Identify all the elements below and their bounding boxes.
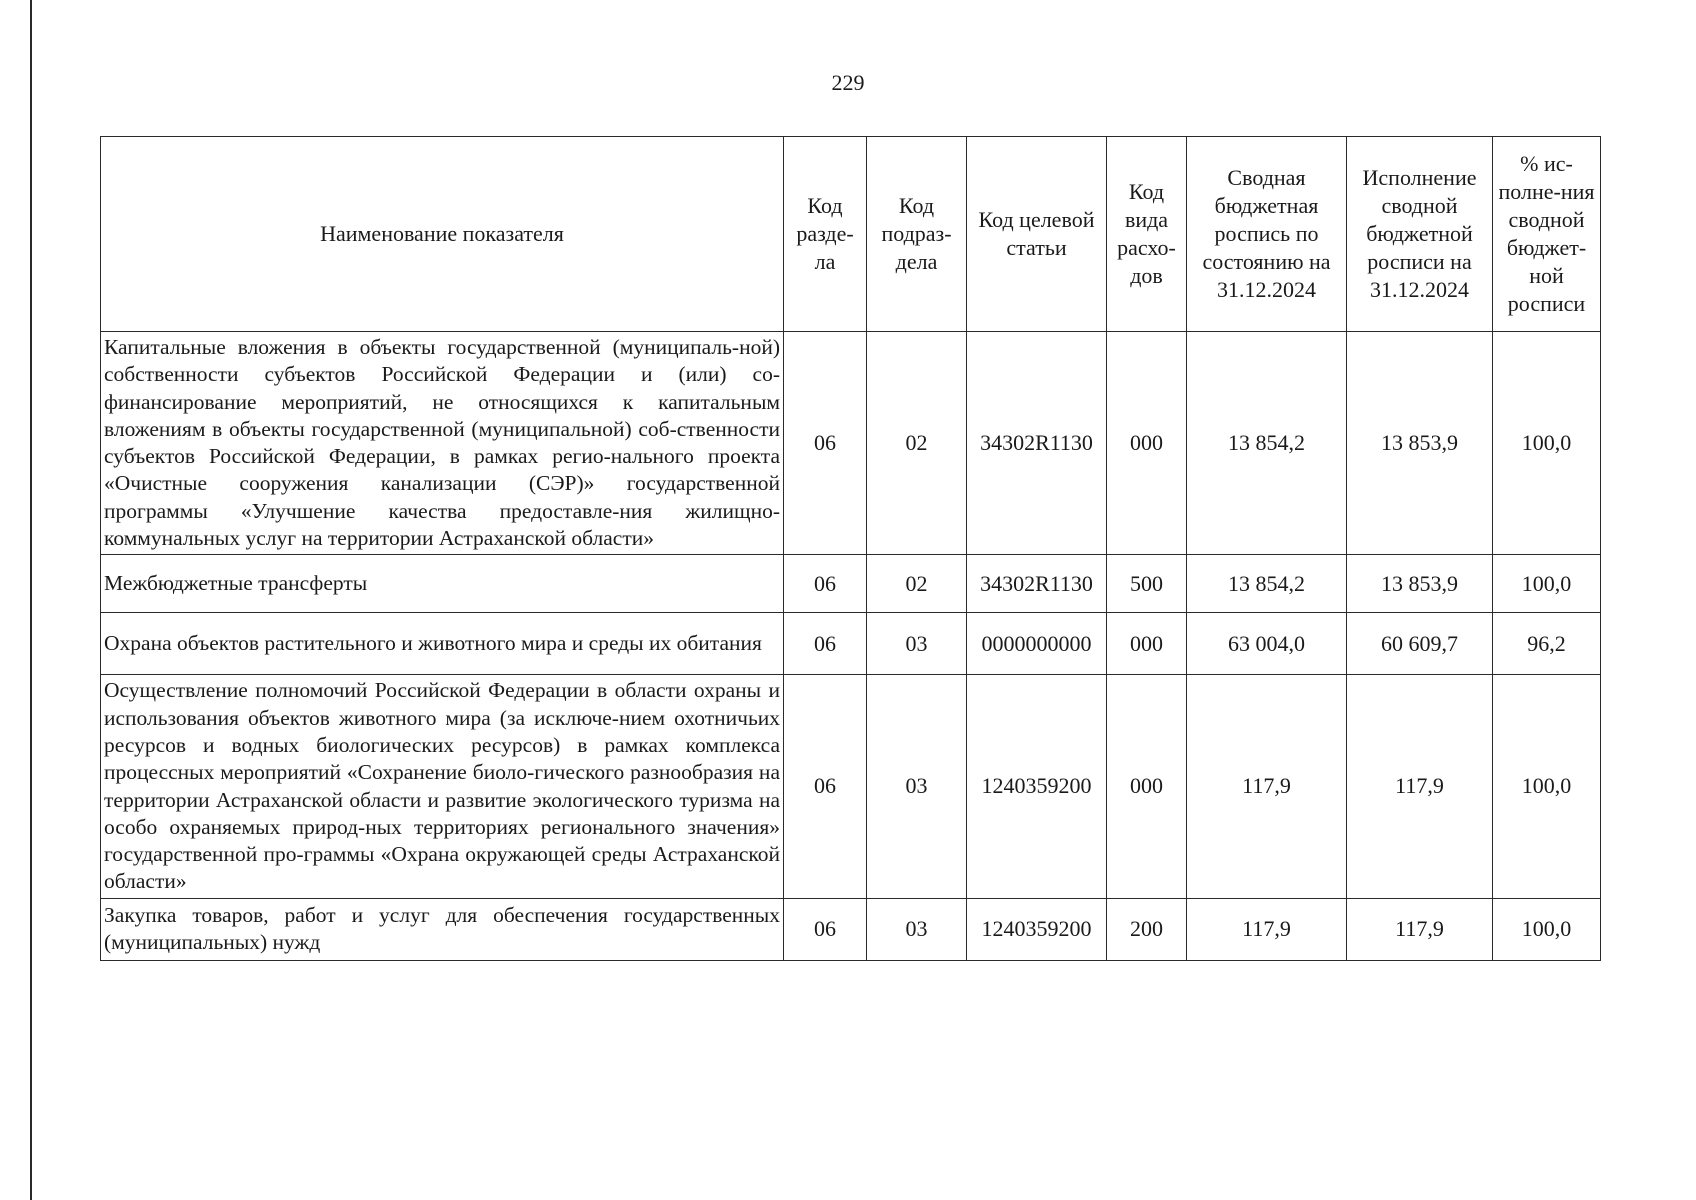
table-row [101, 898, 1601, 960]
header-name: Наименование показателя [101, 137, 784, 332]
row-percent: 100,0 [1493, 898, 1601, 960]
row-name: Межбюджетные трансферты [101, 555, 784, 613]
page-number: 229 [831, 70, 865, 95]
table-row [101, 555, 1601, 613]
row-name: Охрана объектов растительного и животного мира и среды их обитания [101, 613, 784, 675]
row-plan: 13 854,2 [1187, 332, 1347, 555]
row-expense-type: 200 [1107, 898, 1187, 960]
row-target: 34302R1130 [967, 555, 1107, 613]
row-expense-type: 500 [1107, 555, 1187, 613]
row-percent: 96,2 [1493, 613, 1601, 675]
row-expense-type: 000 [1107, 675, 1187, 898]
row-subsection: 03 [867, 613, 967, 675]
row-subsection: 02 [867, 332, 967, 555]
budget-execution-table [100, 136, 1601, 961]
row-expense-type: 000 [1107, 613, 1187, 675]
row-target: 0000000000 [967, 613, 1107, 675]
table-row [101, 332, 1601, 555]
row-execution: 117,9 [1347, 675, 1493, 898]
row-section: 06 [784, 332, 867, 555]
row-name: Закупка товаров, работ и услуг для обеспечения государственных (муниципальных) нужд [101, 898, 784, 960]
row-name: Капитальные вложения в объекты государственной (муниципаль-ной) собственности субъектов Российской Федерации и (или) со-финансирование мероприятий, не относящихся к капитальным вложениям в объекты государственной (муниципальной) соб-ственности субъектов Российской Федерации, в рамках регио-нального проекта «Очистные сооружения канализации (СЭР)» государственной программы «Улучшение качества предоставле-ния жилищно-коммунальных услуг на территории Астраханской области» [101, 332, 784, 555]
header-target-code: Код целевой статьи [967, 137, 1107, 332]
row-subsection: 02 [867, 555, 967, 613]
row-section: 06 [784, 555, 867, 613]
row-execution: 60 609,7 [1347, 613, 1493, 675]
header-execution: Исполнение сводной бюджетной росписи на 31.12.2024 [1347, 137, 1493, 332]
header-plan: Сводная бюджетная роспись по состоянию на 31.12.2024 [1187, 137, 1347, 332]
row-plan: 63 004,0 [1187, 613, 1347, 675]
table-header-row [101, 137, 1601, 332]
row-subsection: 03 [867, 675, 967, 898]
row-execution: 13 853,9 [1347, 555, 1493, 613]
row-percent: 100,0 [1493, 555, 1601, 613]
header-expense-type-code: Код вида расхо-дов [1107, 137, 1187, 332]
header-section-code: Код разде-ла [784, 137, 867, 332]
row-target: 1240359200 [967, 675, 1107, 898]
row-target: 34302R1130 [967, 332, 1107, 555]
row-percent: 100,0 [1493, 332, 1601, 555]
row-plan: 117,9 [1187, 675, 1347, 898]
row-plan: 117,9 [1187, 898, 1347, 960]
row-expense-type: 000 [1107, 332, 1187, 555]
row-plan: 13 854,2 [1187, 555, 1347, 613]
row-section: 06 [784, 898, 867, 960]
row-section: 06 [784, 613, 867, 675]
table-row [101, 675, 1601, 898]
scan-edge-line [30, 0, 32, 1200]
row-target: 1240359200 [967, 898, 1107, 960]
row-execution: 13 853,9 [1347, 332, 1493, 555]
table-row [101, 613, 1601, 675]
row-section: 06 [784, 675, 867, 898]
header-percent: % ис-полне-ния сводной бюджет-ной росписи [1493, 137, 1601, 332]
row-subsection: 03 [867, 898, 967, 960]
row-execution: 117,9 [1347, 898, 1493, 960]
header-subsection-code: Код подраз-дела [867, 137, 967, 332]
row-name: Осуществление полномочий Российской Федерации в области охраны и использования объектов животного мира (за исключе-нием охотничьих ресурсов и водных биологических ресурсов) в рамках комплекса процессных мероприятий «Сохранение биоло-гического разнообразия на территории Астраханской области и развитие экологического туризма на особо охраняемых природ-ных территориях регионального значения» государственной про-граммы «Охрана окружающей среды Астраханской области» [101, 675, 784, 898]
row-percent: 100,0 [1493, 675, 1601, 898]
